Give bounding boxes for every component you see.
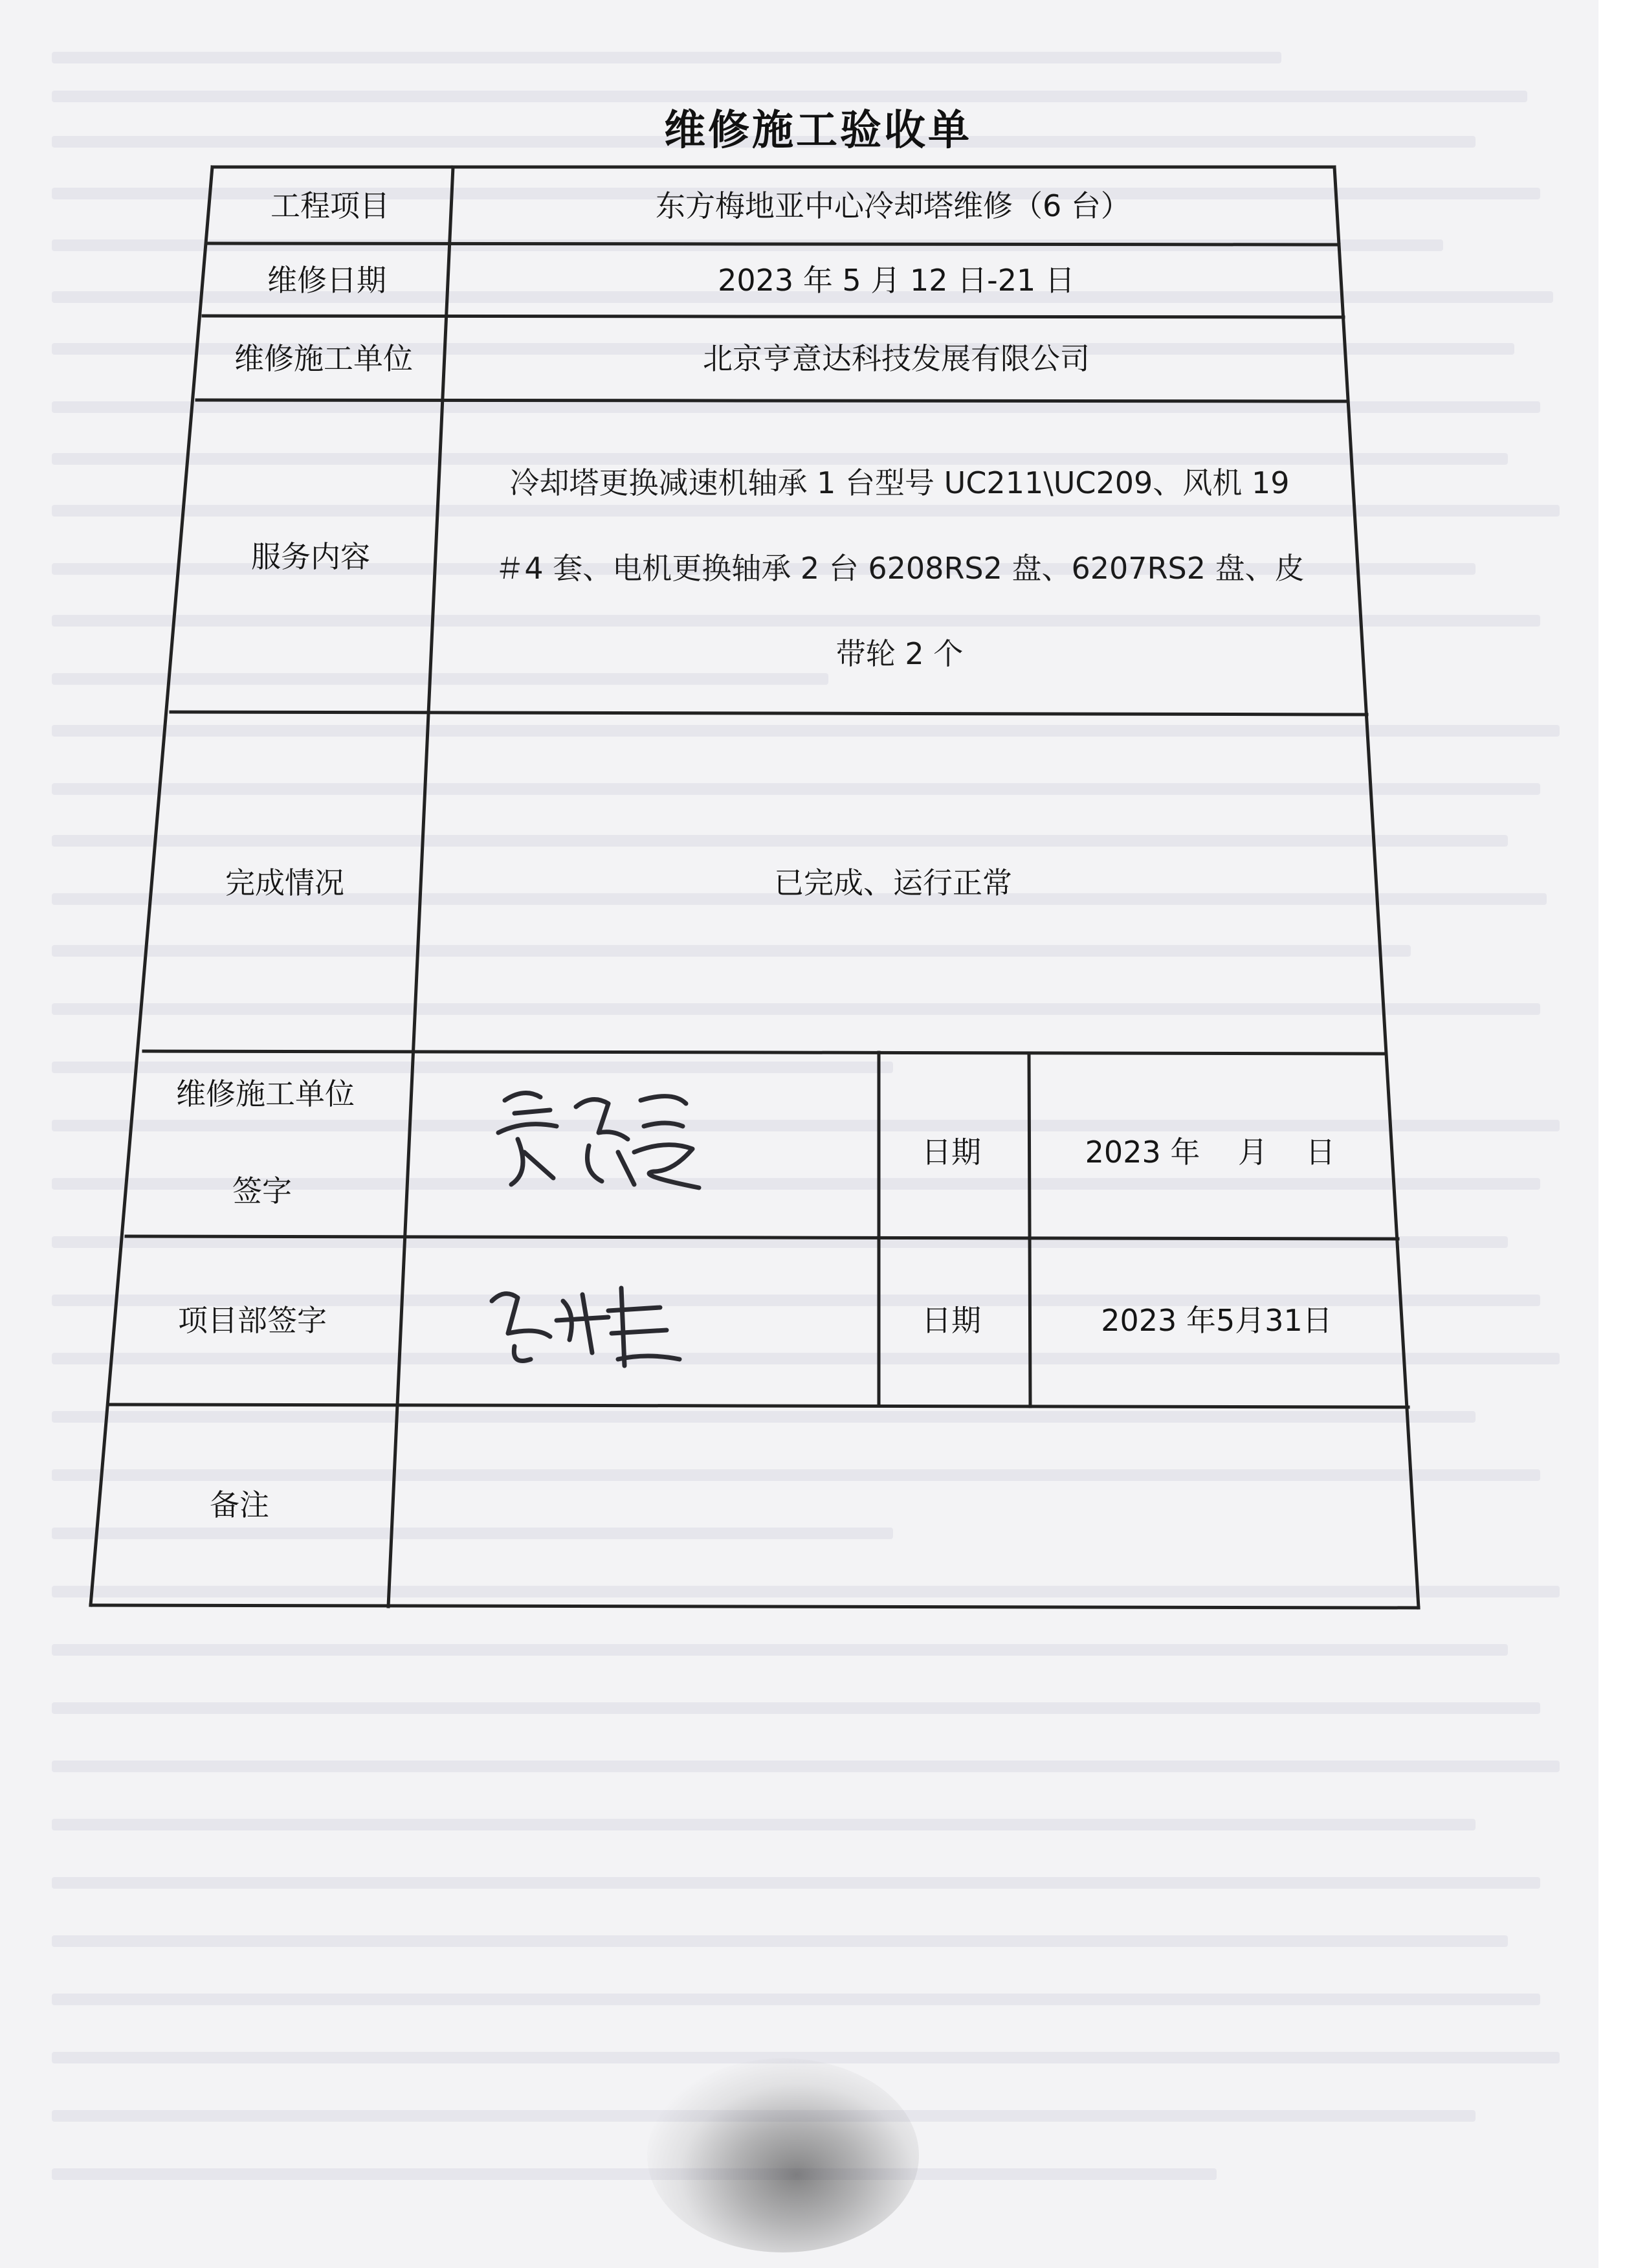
contractor-date-label: 日期 (922, 1134, 981, 1170)
ink-smudge (647, 2058, 919, 2252)
contractor-date-value: 2023 年 月 日 (1085, 1134, 1336, 1170)
completion-label: 完成情况 (225, 865, 344, 900)
contractor-sign-label-line2: 签字 (232, 1173, 292, 1208)
service-line-2: ＃4 套、电机更换轴承 2 台 6208RS2 盘、6207RS2 盘、皮 (494, 551, 1305, 586)
project-date-label: 日期 (922, 1302, 981, 1338)
service-content-value (447, 440, 1353, 696)
service-line-3: 带轮 2 个 (835, 636, 964, 671)
project-date-value: 2023 年5月31日 (1101, 1302, 1332, 1338)
contractor-unit-label: 维修施工单位 (234, 340, 413, 376)
remarks-label: 备注 (210, 1487, 269, 1522)
project-label: 工程项目 (271, 188, 390, 223)
project-dept-signature (479, 1262, 692, 1385)
completion-value: 已完成、运行正常 (774, 865, 1012, 900)
contractor-unit-value: 北京亨意达科技发展有限公司 (703, 340, 1090, 376)
repair-date-value: 2023 年 5 月 12 日-21 日 (718, 262, 1075, 298)
project-dept-sign-label: 项目部签字 (178, 1302, 327, 1338)
service-content-label: 服务内容 (251, 539, 370, 574)
remarks-value (395, 1411, 1404, 1599)
form-title: 维修施工验收单 (664, 107, 972, 155)
service-line-1: 冷却塔更换减速机轴承 1 台型号 UC211\UC209、风机 19 (509, 465, 1290, 500)
project-value: 东方梅地亚中心冷却塔维修（6 台） (656, 188, 1131, 223)
repair-date-label: 维修日期 (267, 262, 386, 298)
contractor-signature (479, 1074, 712, 1204)
contractor-sign-label-line1: 维修施工单位 (176, 1076, 355, 1111)
